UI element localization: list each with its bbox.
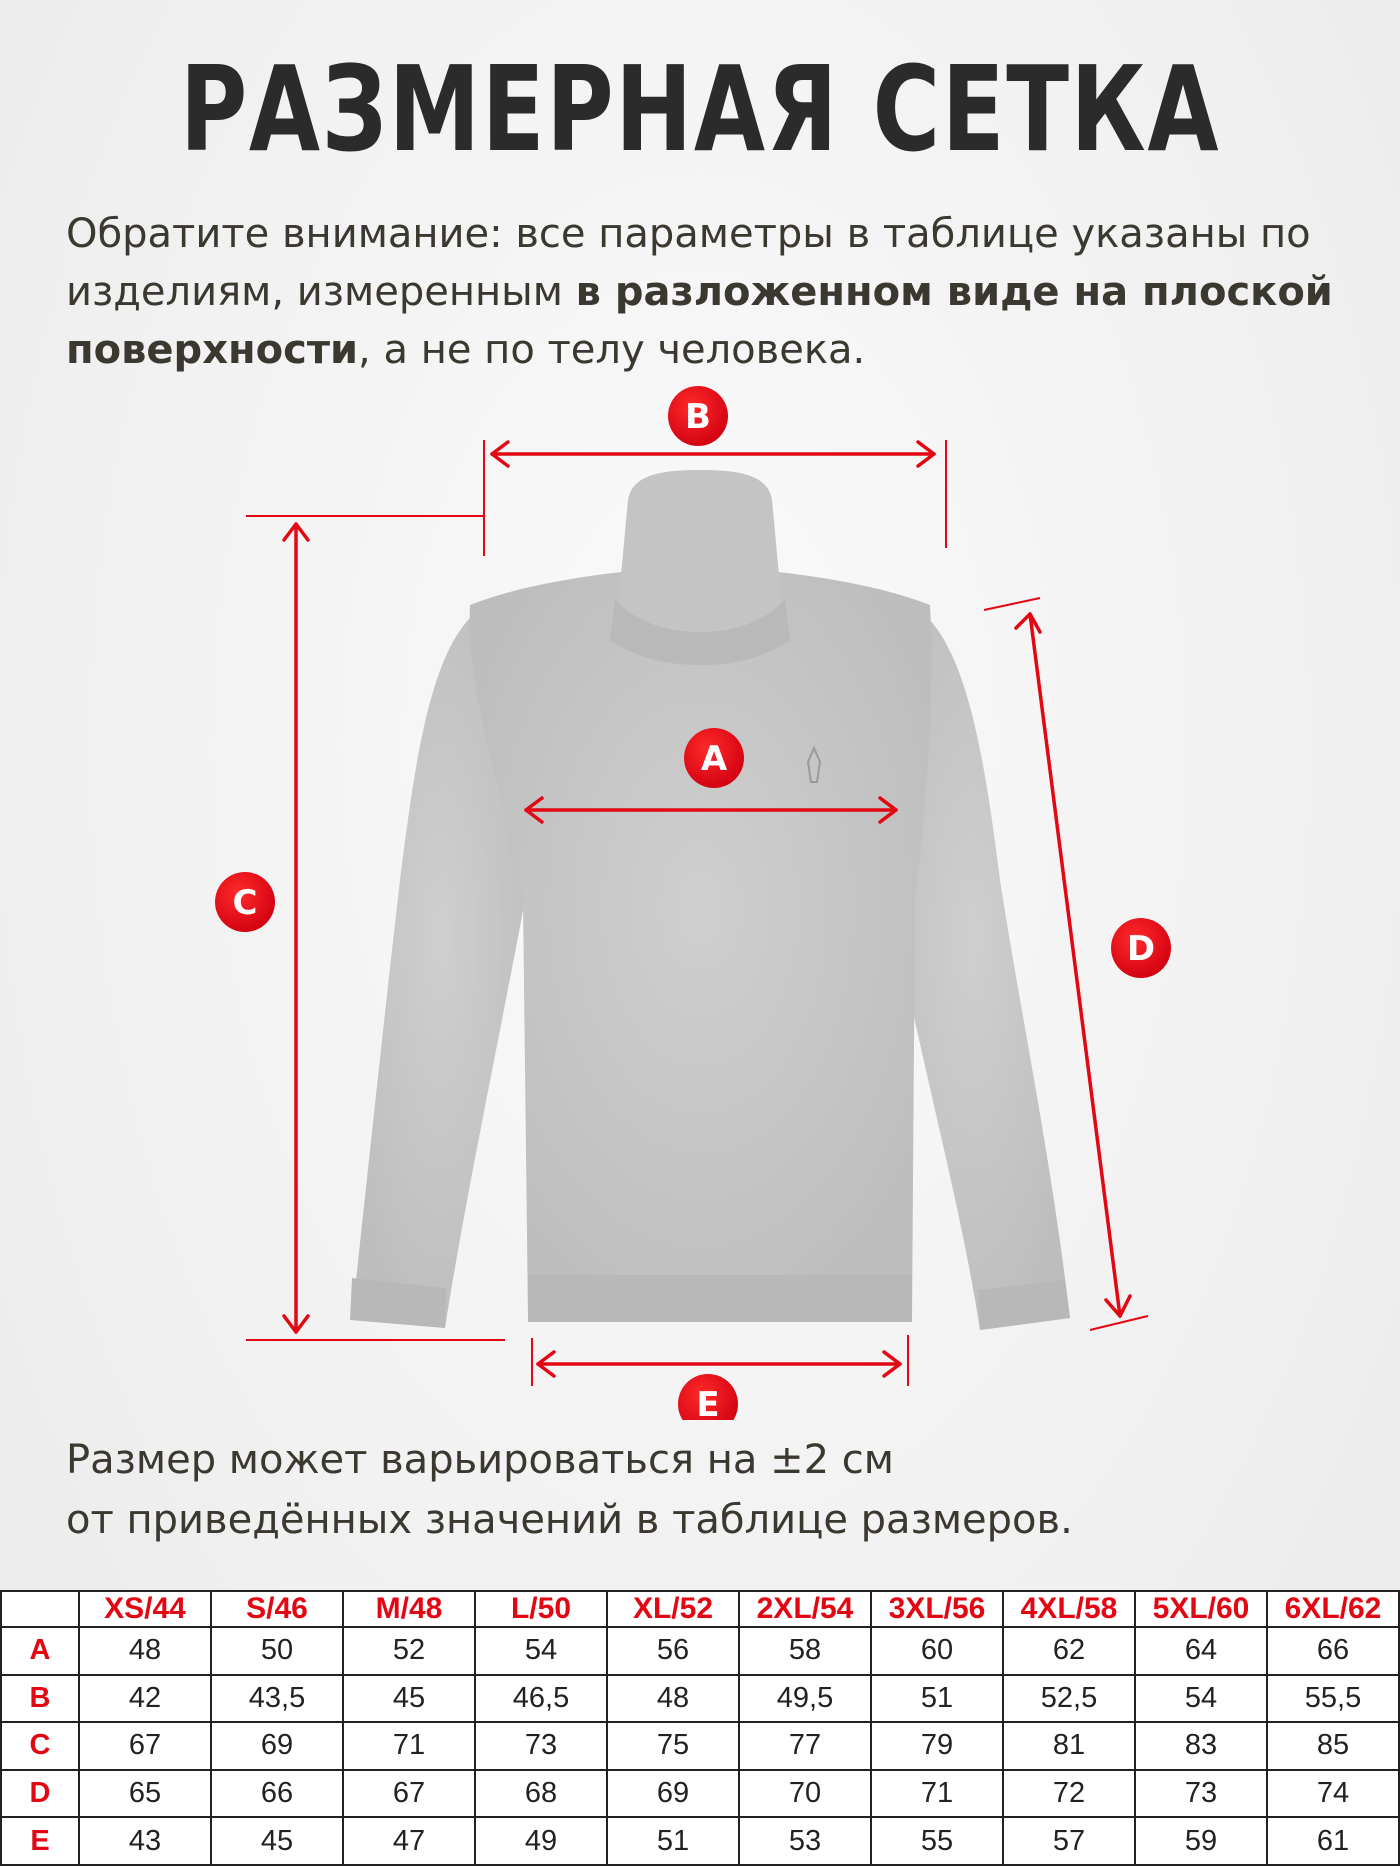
table-cell: 54	[1135, 1675, 1267, 1723]
table-cell: 71	[871, 1770, 1003, 1818]
table-cell: 43	[79, 1817, 211, 1865]
badge-a-label: A	[700, 739, 728, 779]
table-cell: 68	[475, 1770, 607, 1818]
header-size-xs: XS/44	[79, 1591, 211, 1627]
badge-b	[668, 386, 728, 446]
intro-bold: в разложенном виде на плоской поверхности	[66, 269, 1333, 373]
row-label: A	[1, 1627, 79, 1675]
row-label: C	[1, 1722, 79, 1770]
table-cell: 65	[79, 1770, 211, 1818]
arrow-b	[492, 442, 934, 466]
arrow-c	[284, 524, 308, 1332]
table-cell: 67	[343, 1770, 475, 1818]
table-cell: 49	[475, 1817, 607, 1865]
header-size-l: L/50	[475, 1591, 607, 1627]
table-cell: 60	[871, 1627, 1003, 1675]
table-cell: 55	[871, 1817, 1003, 1865]
table-cell: 64	[1135, 1627, 1267, 1675]
table-cell: 52,5	[1003, 1675, 1135, 1723]
row-label: D	[1, 1770, 79, 1818]
badge-d-label: D	[1126, 929, 1156, 969]
table-cell: 55,5	[1267, 1675, 1399, 1723]
table-cell: 81	[1003, 1722, 1135, 1770]
badge-e	[678, 1374, 738, 1420]
table-cell: 45	[343, 1675, 475, 1723]
table-cell: 58	[739, 1627, 871, 1675]
table-cell: 48	[607, 1675, 739, 1723]
table-cell: 51	[871, 1675, 1003, 1723]
table-cell: 59	[1135, 1817, 1267, 1865]
note-line-1: Размер может варьироваться на ±2 см	[66, 1437, 894, 1483]
header-size-6xl: 6XL/62	[1267, 1591, 1399, 1627]
header-size-m: M/48	[343, 1591, 475, 1627]
header-size-3xl: 3XL/56	[871, 1591, 1003, 1627]
table-cell: 53	[739, 1817, 871, 1865]
intro-part-1: Обратите внимание: все параметры в таблице указаны по изделиям, измеренным	[66, 211, 1311, 315]
table-cell: 75	[607, 1722, 739, 1770]
table-cell: 74	[1267, 1770, 1399, 1818]
size-tolerance-note	[66, 1430, 1366, 1550]
table-cell: 79	[871, 1722, 1003, 1770]
table-cell: 48	[79, 1627, 211, 1675]
arrow-e	[538, 1352, 900, 1376]
table-cell: 66	[211, 1770, 343, 1818]
table-cell: 67	[79, 1722, 211, 1770]
table-cell: 49,5	[739, 1675, 871, 1723]
table-cell: 42	[79, 1675, 211, 1723]
table-cell: 83	[1135, 1722, 1267, 1770]
table-row	[1, 1770, 1399, 1818]
table-cell: 45	[211, 1817, 343, 1865]
sweater-image	[350, 470, 1070, 1330]
table-cell: 54	[475, 1627, 607, 1675]
table-row	[1, 1675, 1399, 1723]
header-size-4xl: 4XL/58	[1003, 1591, 1135, 1627]
table-row	[1, 1722, 1399, 1770]
table-cell: 62	[1003, 1627, 1135, 1675]
note-line-2: от приведённых значений в таблице размеров.	[66, 1497, 1073, 1543]
header-size-5xl: 5XL/60	[1135, 1591, 1267, 1627]
table-cell: 50	[211, 1627, 343, 1675]
table-cell: 43,5	[211, 1675, 343, 1723]
table-cell: 51	[607, 1817, 739, 1865]
header-size-2xl: 2XL/54	[739, 1591, 871, 1627]
table-cell: 77	[739, 1722, 871, 1770]
table-cell: 66	[1267, 1627, 1399, 1675]
table-cell: 61	[1267, 1817, 1399, 1865]
badge-b-label: B	[685, 397, 711, 437]
table-cell: 70	[739, 1770, 871, 1818]
size-table	[0, 1590, 1400, 1866]
header-size-s: S/46	[211, 1591, 343, 1627]
table-cell: 71	[343, 1722, 475, 1770]
badge-c	[215, 872, 275, 932]
intro-part-2: , а не по телу человека.	[358, 327, 866, 373]
page-title: РАЗМЕРНАЯ СЕТКА	[179, 40, 1221, 178]
table-cell: 56	[607, 1627, 739, 1675]
table-cell: 72	[1003, 1770, 1135, 1818]
badge-e-label: E	[696, 1385, 720, 1420]
table-row	[1, 1817, 1399, 1865]
badge-c-label: C	[232, 883, 258, 923]
table-row	[1, 1627, 1399, 1675]
table-cell: 69	[607, 1770, 739, 1818]
table-cell: 52	[343, 1627, 475, 1675]
header-size-xl: XL/52	[607, 1591, 739, 1627]
size-table-header-row	[1, 1591, 1399, 1627]
table-cell: 73	[1135, 1770, 1267, 1818]
row-label: B	[1, 1675, 79, 1723]
table-cell: 73	[475, 1722, 607, 1770]
table-cell: 46,5	[475, 1675, 607, 1723]
table-cell: 47	[343, 1817, 475, 1865]
header-corner	[1, 1591, 79, 1627]
table-cell: 57	[1003, 1817, 1135, 1865]
table-cell: 85	[1267, 1722, 1399, 1770]
row-label: E	[1, 1817, 79, 1865]
table-cell: 69	[211, 1722, 343, 1770]
badge-a	[684, 728, 744, 788]
badge-d	[1111, 918, 1171, 978]
